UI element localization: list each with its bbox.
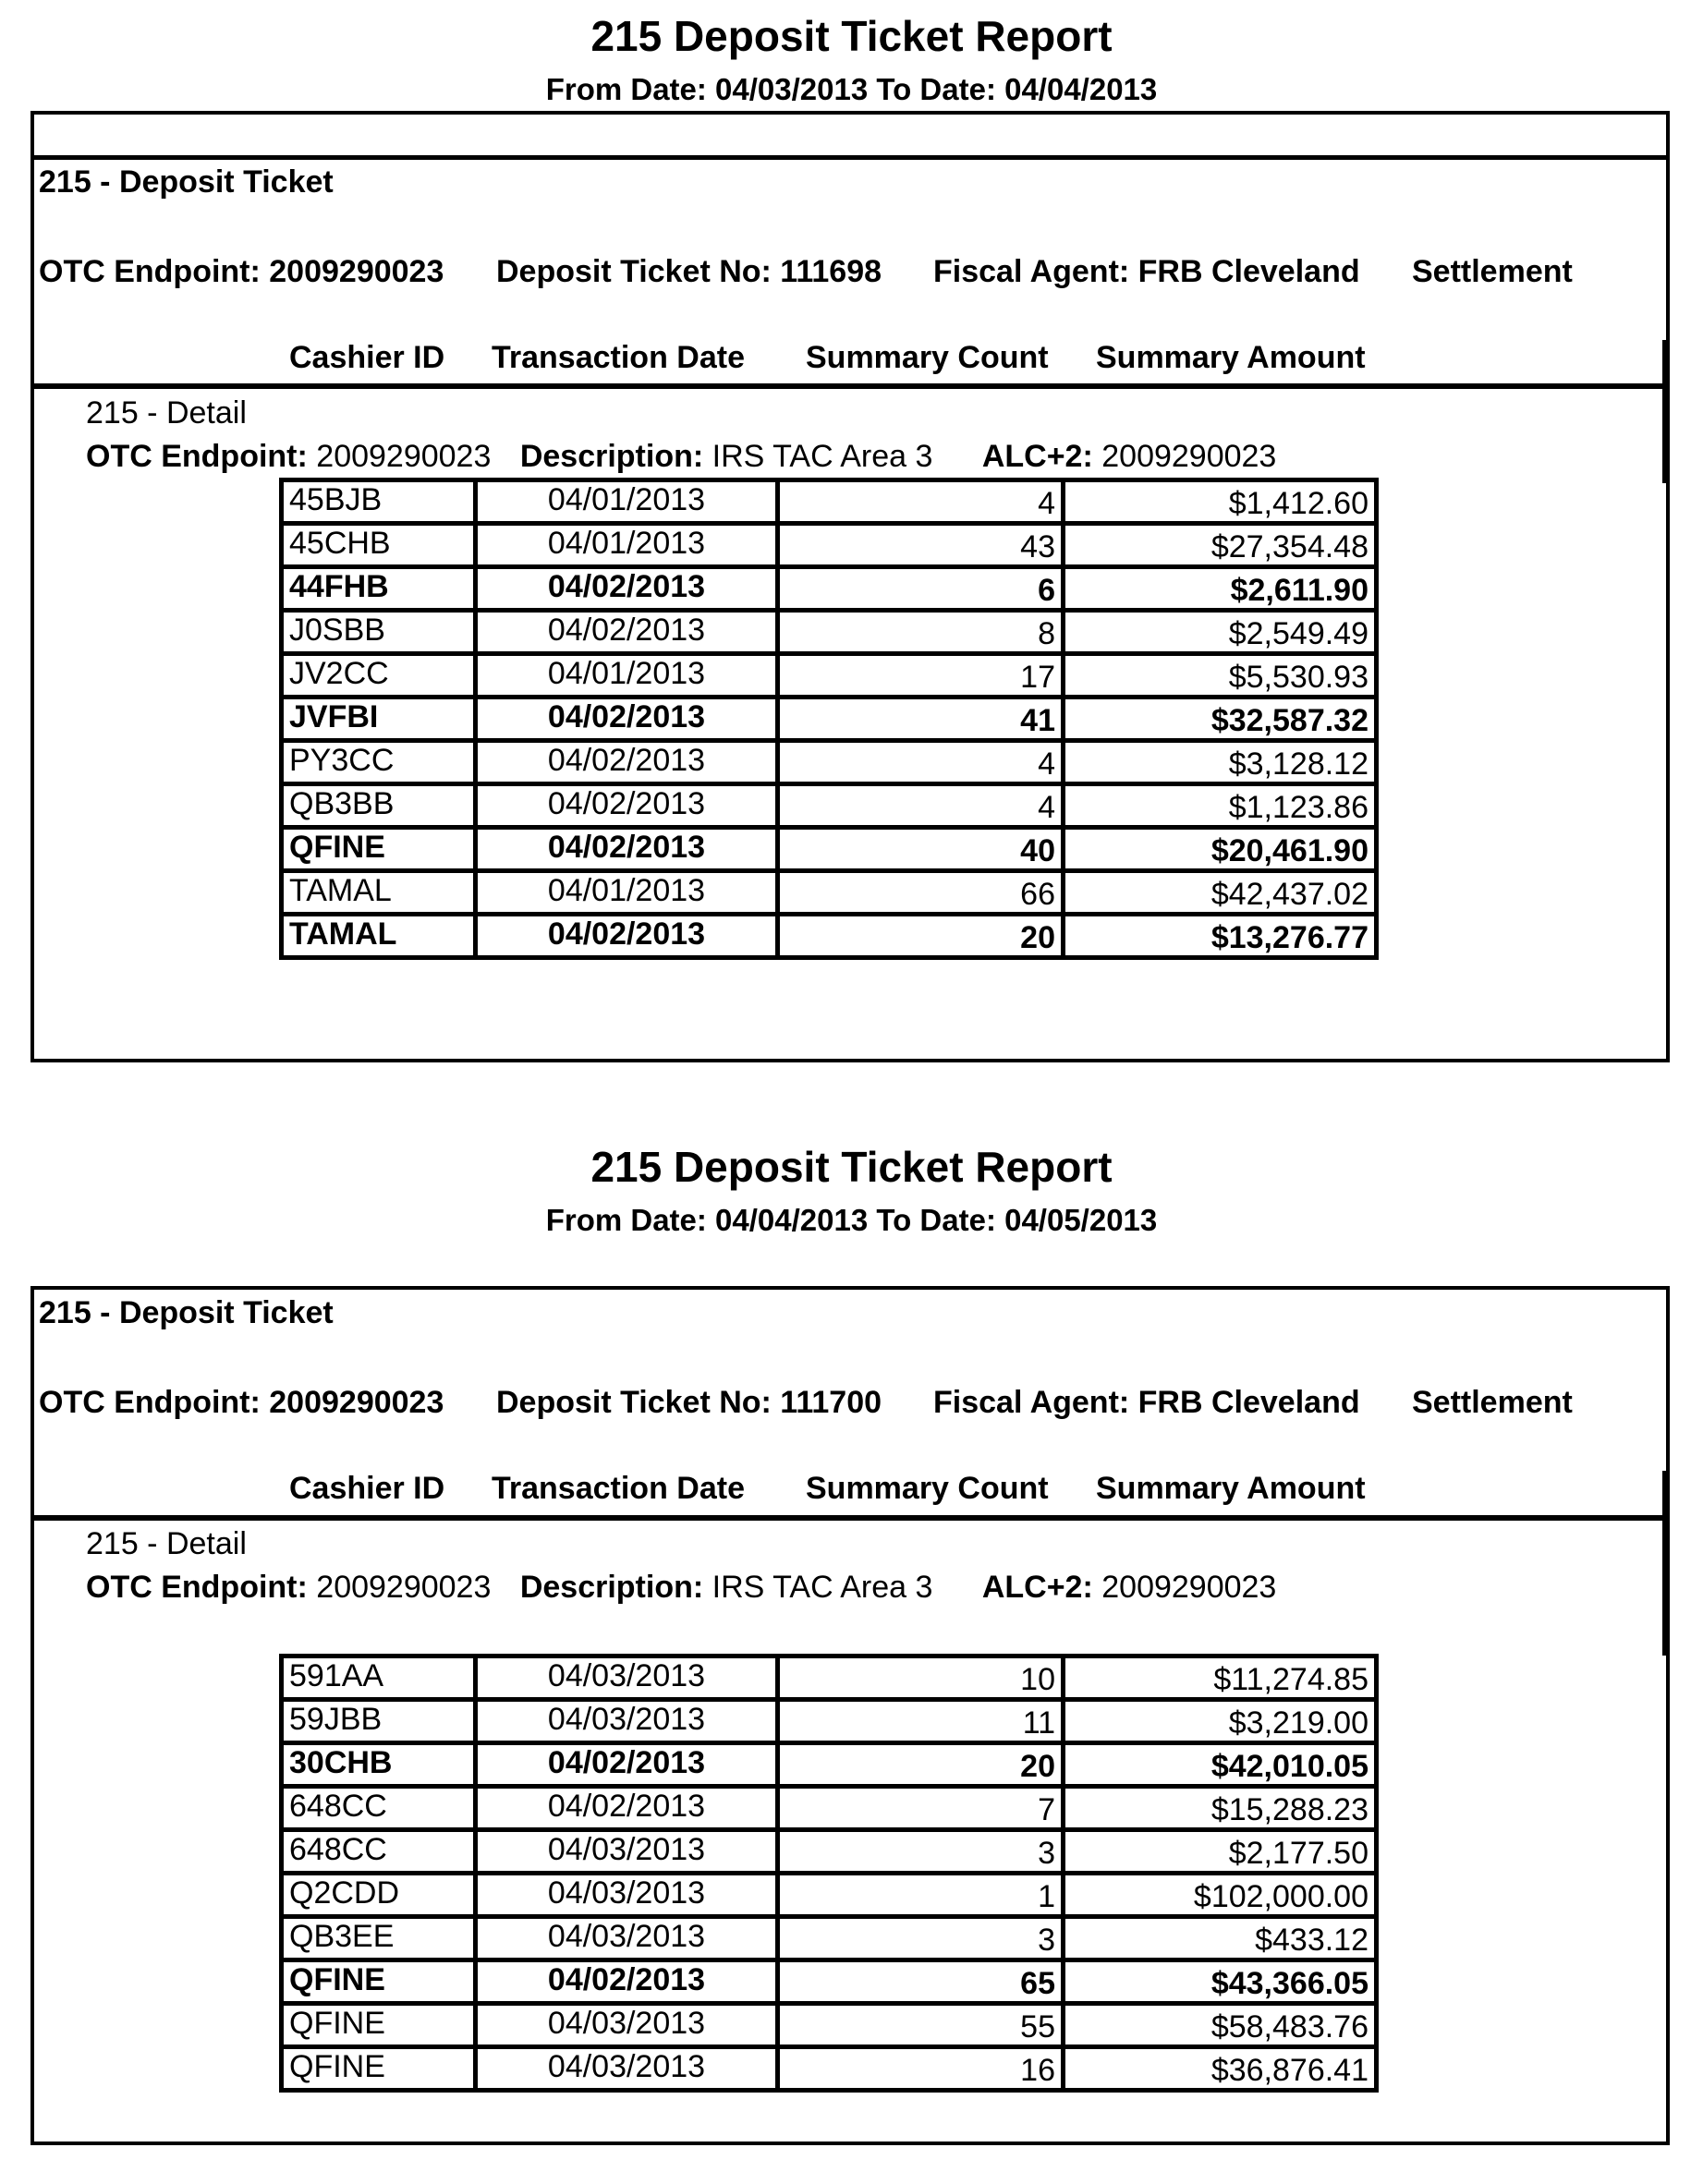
- table-row: [282, 1743, 1377, 1787]
- transaction-date-cell: 04/03/2013: [476, 2047, 778, 2091]
- summary-count-cell: 55: [778, 2004, 1064, 2047]
- summary-count-cell: 65: [778, 1960, 1064, 2004]
- transaction-date-cell: 04/02/2013: [476, 784, 778, 828]
- summary-amount-cell: $2,611.90: [1064, 567, 1377, 611]
- table-row: [282, 741, 1377, 784]
- alc-label: ALC+2:: [981, 439, 1093, 474]
- col-header-date: Transaction Date: [492, 340, 745, 375]
- table-row: [282, 1874, 1377, 1917]
- summary-count-cell: 7: [778, 1787, 1064, 1830]
- detail-line: [86, 1570, 1276, 1606]
- otc-label: OTC Endpoint:: [86, 1570, 308, 1605]
- col-header-cashier: Cashier ID: [289, 340, 445, 375]
- summary-count-cell: 3: [778, 1830, 1064, 1874]
- alc-value: 2009290023: [1101, 1570, 1277, 1605]
- settlement-label: Settlement: [1412, 254, 1573, 289]
- cashier-id-cell: QFINE: [282, 1960, 476, 2004]
- report-date-range: From Date: 04/04/2013 To Date: 04/05/2013: [545, 1203, 1158, 1237]
- alc-value: 2009290023: [1101, 439, 1277, 474]
- divider: [1662, 340, 1670, 483]
- summary-amount-cell: $3,219.00: [1064, 1700, 1377, 1743]
- table-row: [282, 1656, 1377, 1700]
- summary-count-cell: 6: [778, 567, 1064, 611]
- divider: [30, 1515, 1670, 1521]
- cashier-id-cell: 45BJB: [282, 480, 476, 524]
- table-row: [282, 480, 1377, 524]
- description-value: IRS TAC Area 3: [712, 439, 933, 474]
- transaction-date-cell: 04/02/2013: [476, 828, 778, 871]
- transaction-date-cell: 04/02/2013: [476, 1960, 778, 2004]
- summary-count-cell: 66: [778, 871, 1064, 915]
- divider: [1662, 1471, 1670, 1656]
- summary-count-cell: 17: [778, 654, 1064, 698]
- deposit-ticket-no: Deposit Ticket No: 111698: [496, 254, 882, 289]
- description-value: IRS TAC Area 3: [712, 1570, 933, 1605]
- detail-label: 215 - Detail: [86, 395, 247, 431]
- transaction-date-cell: 04/03/2013: [476, 1700, 778, 1743]
- table-row: [282, 2047, 1377, 2091]
- col-header-amount: Summary Amount: [1096, 340, 1366, 375]
- summary-count-cell: 8: [778, 611, 1064, 654]
- summary-amount-cell: $36,876.41: [1064, 2047, 1377, 2091]
- cashier-id-cell: Q2CDD: [282, 1874, 476, 1917]
- summary-count-cell: 4: [778, 480, 1064, 524]
- transaction-date-cell: 04/02/2013: [476, 698, 778, 741]
- summary-count-cell: 16: [778, 2047, 1064, 2091]
- report-title: 215 Deposit Ticket Report: [590, 1143, 1113, 1191]
- summary-count-cell: 20: [778, 1743, 1064, 1787]
- cashier-id-cell: TAMAL: [282, 915, 476, 958]
- transaction-date-cell: 04/01/2013: [476, 871, 778, 915]
- summary-amount-cell: $433.12: [1064, 1917, 1377, 1960]
- col-header-date: Transaction Date: [492, 1471, 745, 1506]
- table-row: [282, 2004, 1377, 2047]
- summary-count-cell: 10: [778, 1656, 1064, 1700]
- summary-amount-cell: $1,412.60: [1064, 480, 1377, 524]
- fiscal-agent: Fiscal Agent: FRB Cleveland: [933, 254, 1360, 289]
- table-row: [282, 784, 1377, 828]
- detail-table: [279, 478, 1379, 960]
- detail-table: [279, 1654, 1379, 2093]
- settlement-label: Settlement: [1412, 1385, 1573, 1420]
- summary-count-cell: 1: [778, 1874, 1064, 1917]
- summary-count-cell: 3: [778, 1917, 1064, 1960]
- otc-label: OTC Endpoint:: [86, 439, 308, 474]
- transaction-date-cell: 04/03/2013: [476, 1874, 778, 1917]
- summary-amount-cell: $42,437.02: [1064, 871, 1377, 915]
- cashier-id-cell: QFINE: [282, 2047, 476, 2091]
- summary-amount-cell: $5,530.93: [1064, 654, 1377, 698]
- cashier-id-cell: QFINE: [282, 828, 476, 871]
- cashier-id-cell: 648CC: [282, 1787, 476, 1830]
- transaction-date-cell: 04/02/2013: [476, 611, 778, 654]
- transaction-date-cell: 04/02/2013: [476, 1787, 778, 1830]
- detail-line: [86, 439, 1276, 475]
- table-row: [282, 611, 1377, 654]
- section-label: 215 - Deposit Ticket: [39, 1295, 334, 1330]
- transaction-date-cell: 04/01/2013: [476, 654, 778, 698]
- summary-amount-cell: $15,288.23: [1064, 1787, 1377, 1830]
- summary-amount-cell: $1,123.86: [1064, 784, 1377, 828]
- alc-label: ALC+2:: [981, 1570, 1093, 1605]
- cashier-id-cell: 44FHB: [282, 567, 476, 611]
- table-row: [282, 1830, 1377, 1874]
- summary-amount-cell: $102,000.00: [1064, 1874, 1377, 1917]
- description-label: Description:: [519, 439, 704, 474]
- summary-amount-cell: $43,366.05: [1064, 1960, 1377, 2004]
- detail-label: 215 - Detail: [86, 1526, 247, 1561]
- cashier-id-cell: 59JBB: [282, 1700, 476, 1743]
- table-row: [282, 915, 1377, 958]
- cashier-id-cell: QB3EE: [282, 1917, 476, 1960]
- transaction-date-cell: 04/02/2013: [476, 741, 778, 784]
- summary-count-cell: 11: [778, 1700, 1064, 1743]
- summary-count-cell: 20: [778, 915, 1064, 958]
- table-row: [282, 524, 1377, 567]
- fiscal-agent: Fiscal Agent: FRB Cleveland: [933, 1385, 1360, 1420]
- transaction-date-cell: 04/02/2013: [476, 1743, 778, 1787]
- summary-amount-cell: $3,128.12: [1064, 741, 1377, 784]
- divider: [30, 383, 1670, 389]
- cashier-id-cell: 45CHB: [282, 524, 476, 567]
- divider: [30, 155, 1670, 160]
- transaction-date-cell: 04/03/2013: [476, 2004, 778, 2047]
- summary-count-cell: 4: [778, 784, 1064, 828]
- deposit-ticket-no: Deposit Ticket No: 111700: [496, 1385, 882, 1420]
- transaction-date-cell: 04/03/2013: [476, 1830, 778, 1874]
- cashier-id-cell: 591AA: [282, 1656, 476, 1700]
- cashier-id-cell: QFINE: [282, 2004, 476, 2047]
- cashier-id-cell: JV2CC: [282, 654, 476, 698]
- summary-amount-cell: $11,274.85: [1064, 1656, 1377, 1700]
- otc-value: 2009290023: [316, 439, 492, 474]
- transaction-date-cell: 04/01/2013: [476, 524, 778, 567]
- cashier-id-cell: PY3CC: [282, 741, 476, 784]
- summary-count-cell: 40: [778, 828, 1064, 871]
- table-row: [282, 698, 1377, 741]
- col-header-count: Summary Count: [806, 1471, 1049, 1506]
- summary-amount-cell: $32,587.32: [1064, 698, 1377, 741]
- summary-count-cell: 4: [778, 741, 1064, 784]
- otc-endpoint: OTC Endpoint: 2009290023: [39, 1385, 444, 1420]
- table-row: [282, 871, 1377, 915]
- table-row: [282, 567, 1377, 611]
- description-label: Description:: [519, 1570, 704, 1605]
- table-row: [282, 1787, 1377, 1830]
- transaction-date-cell: 04/02/2013: [476, 567, 778, 611]
- cashier-id-cell: 30CHB: [282, 1743, 476, 1787]
- col-header-count: Summary Count: [806, 340, 1049, 375]
- summary-amount-cell: $42,010.05: [1064, 1743, 1377, 1787]
- otc-value: 2009290023: [316, 1570, 492, 1605]
- summary-count-cell: 41: [778, 698, 1064, 741]
- cashier-id-cell: 648CC: [282, 1830, 476, 1874]
- cashier-id-cell: QB3BB: [282, 784, 476, 828]
- summary-amount-cell: $2,177.50: [1064, 1830, 1377, 1874]
- col-header-cashier: Cashier ID: [289, 1471, 445, 1506]
- transaction-date-cell: 04/03/2013: [476, 1656, 778, 1700]
- summary-amount-cell: $20,461.90: [1064, 828, 1377, 871]
- table-row: [282, 1917, 1377, 1960]
- summary-amount-cell: $2,549.49: [1064, 611, 1377, 654]
- transaction-date-cell: 04/01/2013: [476, 480, 778, 524]
- summary-amount-cell: $27,354.48: [1064, 524, 1377, 567]
- table-row: [282, 1700, 1377, 1743]
- transaction-date-cell: 04/02/2013: [476, 915, 778, 958]
- cashier-id-cell: TAMAL: [282, 871, 476, 915]
- table-row: [282, 1960, 1377, 2004]
- col-header-amount: Summary Amount: [1096, 1471, 1366, 1506]
- transaction-date-cell: 04/03/2013: [476, 1917, 778, 1960]
- summary-amount-cell: $13,276.77: [1064, 915, 1377, 958]
- table-row: [282, 828, 1377, 871]
- summary-count-cell: 43: [778, 524, 1064, 567]
- cashier-id-cell: J0SBB: [282, 611, 476, 654]
- cashier-id-cell: JVFBI: [282, 698, 476, 741]
- otc-endpoint: OTC Endpoint: 2009290023: [39, 254, 444, 289]
- summary-amount-cell: $58,483.76: [1064, 2004, 1377, 2047]
- table-row: [282, 654, 1377, 698]
- section-label: 215 - Deposit Ticket: [39, 164, 334, 200]
- report-title: 215 Deposit Ticket Report: [590, 12, 1113, 60]
- report-date-range: From Date: 04/03/2013 To Date: 04/04/2013: [545, 72, 1158, 106]
